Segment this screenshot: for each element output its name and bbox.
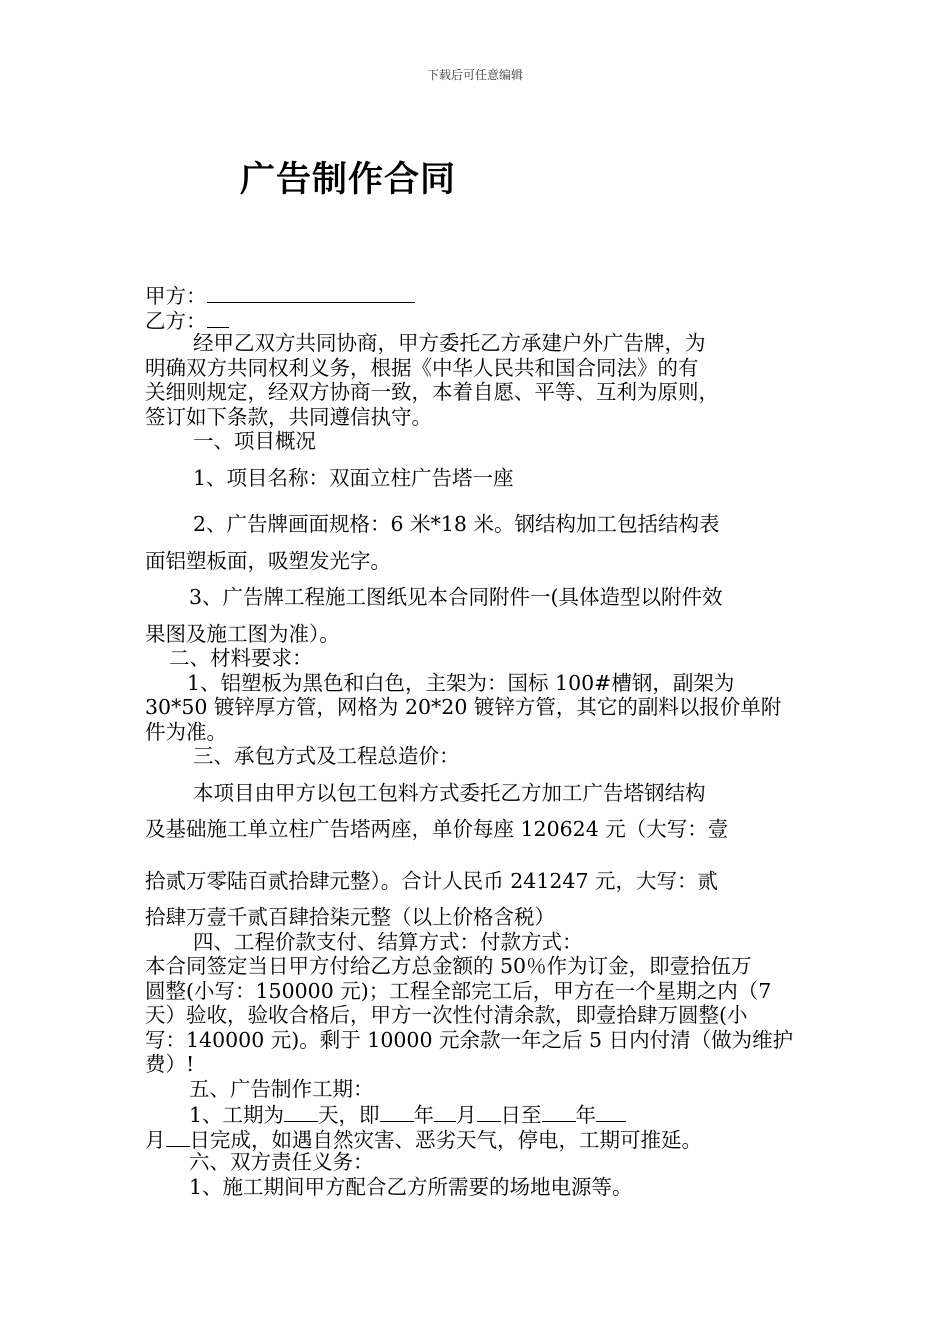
schedule-text: 年 bbox=[575, 1103, 597, 1127]
clause-line: 1、项目名称：双面立柱广告塔一座 bbox=[193, 465, 514, 490]
schedule-text: 1、工期为 bbox=[189, 1103, 285, 1127]
clause-line: 及基础施工单立柱广告塔两座，单价每座 120624 元（大写：壹 bbox=[145, 817, 729, 841]
schedule-line bbox=[145, 1101, 815, 1126]
clause-line: 30*50 镀锌厚方管，网格为 20*20 镀锌方管，其它的副料以报价单附 bbox=[145, 695, 782, 719]
days-blank bbox=[284, 1101, 318, 1122]
end-month-blank bbox=[596, 1101, 626, 1122]
section-heading: 四、工程价款支付、结算方式：付款方式： bbox=[193, 929, 583, 954]
party-b-line bbox=[145, 307, 815, 332]
schedule-text: 月 bbox=[456, 1103, 477, 1127]
clause-line: 1、铝塑板为黑色和白色，主架为：国标 100#槽钢，副架为 bbox=[187, 670, 735, 695]
section-heading: 六、双方责任义务： bbox=[189, 1150, 374, 1174]
intro-line: 签订如下条款，共同遵信执守。 bbox=[145, 404, 432, 429]
schedule-text: 日完成，如遇自然灾害、恶劣天气，停电，工期可推延。 bbox=[189, 1127, 702, 1152]
section-heading: 一、项目概况 bbox=[193, 429, 316, 453]
intro-line: 经甲乙双方共同协商，甲方委托乙方承建户外广告牌，为 bbox=[193, 331, 706, 355]
schedule-text: 年 bbox=[413, 1103, 435, 1127]
clause-line: 件为准。 bbox=[145, 719, 227, 744]
party-b-label: 乙方： bbox=[145, 308, 207, 333]
contract-body bbox=[145, 282, 815, 1199]
section-heading: 三、承包方式及工程总造价： bbox=[193, 744, 460, 768]
start-day-blank bbox=[477, 1101, 501, 1122]
section-heading: 二、材料要求： bbox=[169, 646, 313, 670]
party-a-label: 甲方： bbox=[145, 284, 207, 308]
start-year-blank bbox=[380, 1101, 414, 1122]
header-note: 下载后可任意编辑 bbox=[426, 68, 523, 82]
clause-line: 2、广告牌画面规格：6 米*18 米。钢结构加工包括结构表 bbox=[193, 512, 720, 536]
clause-line: 天）验收，验收合格后，甲方一次性付清余款，即壹拾肆万圆整(小 bbox=[145, 1003, 748, 1027]
clause-line: 面铝塑板面，吸塑发光字。 bbox=[145, 548, 391, 573]
party-b-blank bbox=[207, 307, 229, 328]
schedule-text: 日至 bbox=[500, 1103, 542, 1127]
clause-line: 本合同签定当日甲方付给乙方总金额的 50％作为订金，即壹拾伍万 bbox=[145, 954, 752, 978]
schedule-line bbox=[145, 1126, 815, 1151]
end-day-blank bbox=[166, 1126, 190, 1147]
clause-line: 圆整(小写：150000 元)；工程全部完工后，甲方在一个星期之内（7 bbox=[145, 978, 772, 1003]
intro-line: 关细则规定，经双方协商一致，本着自愿、平等、互利为原则， bbox=[145, 380, 719, 404]
intro-line: 明确双方共同权利义务，根据《中华人民共和国合同法》的有 bbox=[145, 355, 699, 380]
start-month-blank bbox=[434, 1101, 456, 1122]
schedule-text: 天，即 bbox=[318, 1103, 380, 1127]
schedule-text: 月 bbox=[145, 1127, 166, 1152]
clause-line: 果图及施工图为准）。 bbox=[145, 621, 340, 646]
clause-line: 1、施工期间甲方配合乙方所需要的场地电源等。 bbox=[189, 1174, 633, 1199]
clause-line: 写：140000 元)。剩于 10000 元余款一年之后 5 日内付清（做为维护 bbox=[145, 1027, 794, 1052]
clause-line: 本项目由甲方以包工包料方式委托乙方加工广告塔钢结构 bbox=[193, 780, 706, 805]
clause-line: 3、广告牌工程施工图纸见本合同附件一(具体造型以附件效 bbox=[189, 585, 723, 609]
end-year-blank bbox=[542, 1101, 576, 1122]
party-a-line bbox=[145, 282, 815, 307]
clause-line: 拾贰万零陆百贰拾肆元整）。合计人民币 241247 元，大写：贰 bbox=[145, 868, 719, 893]
document-title: 广告制作合同 bbox=[240, 160, 457, 200]
clause-line: 拾肆万壹千贰百肆拾柒元整（以上价格含税） bbox=[145, 905, 555, 929]
party-a-blank bbox=[207, 282, 415, 303]
clause-line: 费）! bbox=[145, 1052, 195, 1076]
section-heading: 五、广告制作工期： bbox=[189, 1076, 374, 1101]
